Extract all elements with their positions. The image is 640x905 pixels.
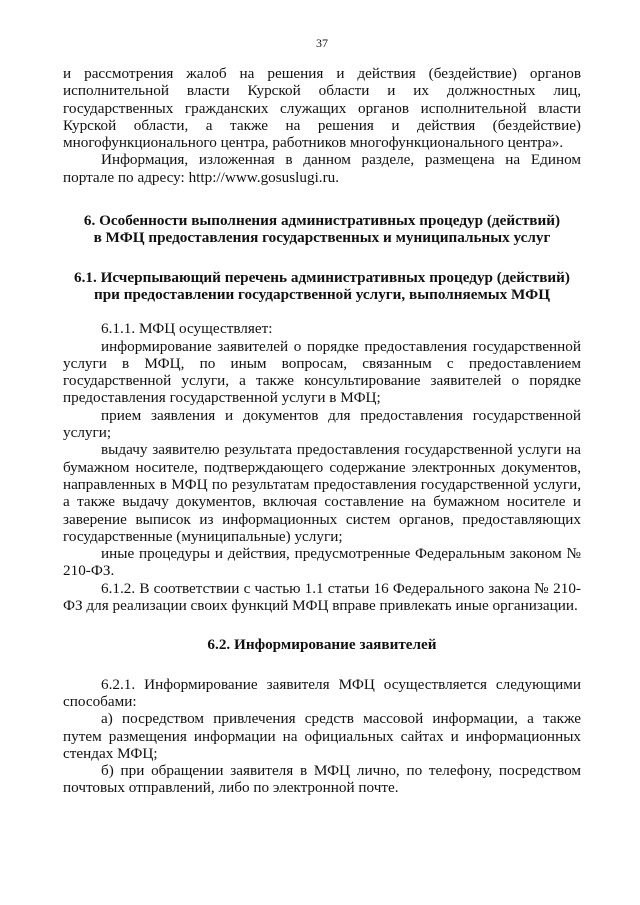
- heading-section-6-line-2: в МФЦ предоставления государственных и муниципальных услуг: [93, 229, 551, 247]
- heading-section-6-1-line-2: при предоставлении государственной услуги, выполняемых МФЦ: [93, 285, 551, 303]
- paragraph-issuance: выдачу заявителю результата предоставления государственной услуги на бумажном носителе, подтверждающего содержание электронных документов, направленных в МФЦ по результатам предоставления государственной услуги, а также выдачу документов, включая составление на бумажном носителе и заверение выписок из информационных систем органов, предоставляющих государственные (муниципальные) услуги;: [63, 441, 581, 545]
- paragraph-method-b: б) при обращении заявителя в МФЦ лично, по телефону, посредством почтовых отправлений, либо по электронной почте.: [63, 762, 581, 797]
- document-body: [63, 65, 581, 797]
- paragraph-reception: прием заявления и документов для предоставления государственной услуги;: [63, 406, 581, 442]
- paragraph-portal-info: Информация, изложенная в данном разделе, размещена на Едином портале по адресу: http://www.gosuslugi.ru.: [63, 151, 581, 186]
- page-number: 37: [316, 36, 328, 50]
- paragraph-method-a: а) посредством привлечения средств массовой информации, а также путем размещения информации на официальных сайтах и информационных стендах МФЦ;: [63, 710, 581, 762]
- paragraph-continuation: и рассмотрения жалоб на решения и действия (бездействие) органов исполнительной власти Курской области и их должностных лиц, государственных гражданских служащих органов исполнительной власти Курской области, а также на решения и действия (бездействие) многофункционального центра, работников многофункционального центра».: [63, 65, 581, 152]
- paragraph-6-1-2: 6.1.2. В соответствии с частью 1.1 статьи 16 Федерального закона № 210-ФЗ для реализации своих функций МФЦ вправе привлекать иные организации.: [63, 579, 581, 615]
- paragraph-6-2-1: 6.2.1. Информирование заявителя МФЦ осуществляется следующими способами:: [63, 675, 581, 710]
- heading-section-6-1: [63, 269, 581, 304]
- heading-section-6-1-line-1: 6.1. Исчерпывающий перечень административных процедур (действий): [73, 268, 570, 286]
- heading-section-6: [63, 212, 581, 247]
- paragraph-other-procedures: иные процедуры и действия, предусмотренные Федеральным законом № 210-ФЗ.: [63, 545, 581, 580]
- heading-section-6-line-1: 6. Особенности выполнения административных процедур (действий): [83, 212, 561, 230]
- paragraph-6-1-1: 6.1.1. МФЦ осуществляет:: [101, 320, 273, 338]
- heading-section-6-2: 6.2. Информирование заявителей: [207, 636, 437, 654]
- paragraph-informing: информирование заявителей о порядке предоставления государственной услуги в МФЦ, по иным вопросам, связанным с предоставлением государственной услуги, а также консультирование заявителей о порядке предоставления государственной услуги в МФЦ;: [63, 337, 581, 407]
